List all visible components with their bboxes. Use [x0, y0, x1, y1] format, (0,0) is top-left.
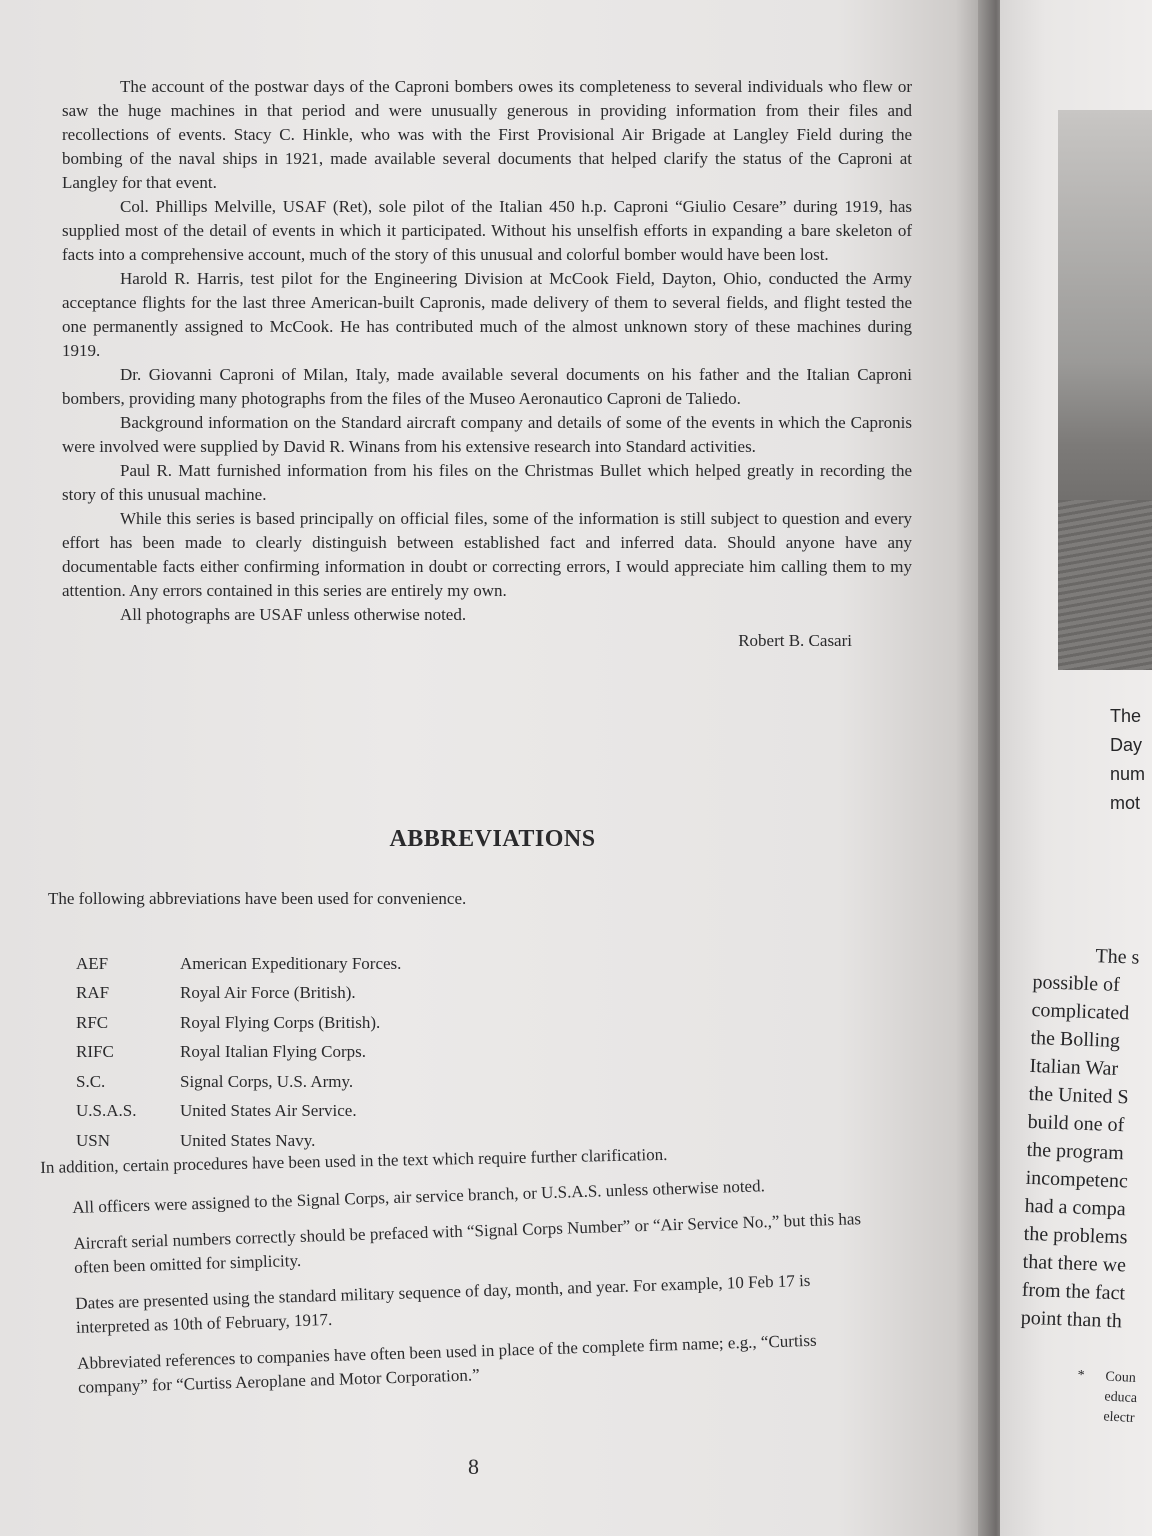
abbreviation-row: [76, 979, 401, 1009]
paragraph: While this series is based principally on official files, some of the information is still subject to question and every effort has been made to clearly distinguish between established fact and inferred data. Should anyone have any documentable facts either confirming information in doubt or correcting errors, I would appreciate him calling them to my attention. Any errors contained in this series are entirely my own.: [62, 509, 912, 600]
abbreviations-list: [76, 949, 401, 1156]
procedure-note: All officers were assigned to the Signal Corps, air service branch, or U.S.A.S. unless otherwise noted.: [72, 1176, 766, 1217]
aircraft-photo: [1058, 110, 1152, 670]
abbreviation-code: RAF: [76, 983, 110, 1003]
abbreviation-meaning: United States Navy.: [180, 1130, 316, 1150]
procedures-intro: In addition, certain procedures have been used in the text which require further clarification.: [40, 1144, 668, 1177]
caption-line: mot: [1110, 793, 1141, 813]
abbreviations-intro: The following abbreviations have been used for convenience.: [48, 889, 467, 908]
abbreviation-meaning: American Expeditionary Forces.: [180, 953, 402, 973]
abbreviation-code: AEF: [76, 953, 109, 973]
abbreviation-row: [76, 1067, 401, 1097]
text-line: The s: [1095, 945, 1140, 969]
abbreviation-meaning: Signal Corps, U.S. Army.: [180, 1071, 354, 1091]
paragraph: Dr. Giovanni Caproni of Milan, Italy, made available several documents on his father and the Italian Caproni bombers, providing many photographs from the files of the Museo Aeronautico Caproni de Taliedo.: [62, 365, 912, 408]
abbreviation-meaning: Royal Air Force (British).: [180, 983, 356, 1003]
text-line: complicated: [1031, 998, 1130, 1025]
page-number: 8: [468, 1454, 479, 1479]
footnote: [1075, 1366, 1139, 1429]
procedure-note: Dates are presented using the standard military sequence of day, month, and year. For example, 10 Feb 17 is interpreted as 10th of February, 1917.: [75, 1270, 811, 1337]
abbreviation-row: [76, 949, 401, 979]
text-line: had a compa: [1024, 1194, 1127, 1221]
footnote-line: [1077, 1366, 1139, 1389]
footnote-line: electr: [1102, 1409, 1135, 1427]
abbreviations-heading: ABBREVIATIONS: [389, 826, 596, 852]
abbreviation-meaning: United States Air Service.: [180, 1101, 357, 1121]
photo-caption: [1110, 702, 1145, 818]
photo-field-texture: [1058, 500, 1152, 670]
procedure-notes: [72, 1171, 888, 1412]
paragraph: Harold R. Harris, test pilot for the Engineering Division at McCook Field, Dayton, Ohio, conducted the Army acceptance flights for the last three American-built Capronis, made delivery of them to several fields, and flight tested the one permanently assigned to McCook. He has contributed much of the almost unknown story of these machines during 1919.: [62, 269, 912, 360]
text-line: that there we: [1022, 1250, 1127, 1277]
footnote-text: Coun: [1105, 1369, 1137, 1387]
abbreviation-code: S.C.: [76, 1071, 106, 1091]
paragraph: Col. Phillips Melville, USAF (Ret), sole pilot of the Italian 450 h.p. Caproni “Giulio Cesare” during 1919, has supplied most of the detail of events in which it participated. Without his unselfish efforts in expanding a bare skeleton of facts into a comprehensive account, much of the story of this unusual and colorful bomber would have been lost.: [62, 197, 912, 264]
abbreviation-meaning: Royal Flying Corps (British).: [180, 1012, 381, 1032]
abbreviation-row: [76, 1038, 401, 1068]
footnote-line: educa: [1104, 1389, 1138, 1407]
paragraph: All photographs are USAF unless otherwise noted.: [120, 605, 467, 624]
right-body-text: [1020, 940, 1140, 1335]
abbreviation-code: U.S.A.S.: [76, 1101, 137, 1121]
text-line: the Bolling: [1030, 1026, 1121, 1053]
text-line: point than th: [1020, 1306, 1123, 1333]
text-line: possible of: [1032, 970, 1121, 997]
text-line: Italian War: [1029, 1054, 1119, 1081]
caption-line: Day: [1110, 735, 1143, 755]
paragraph: Background information on the Standard aircraft company and details of some of the events in which the Capronis were involved were supplied by David R. Winans from his extensive research into Standard activities.: [62, 413, 912, 456]
caption-line: num: [1110, 764, 1146, 784]
text-line: build one of: [1027, 1110, 1125, 1137]
caption-line: The: [1110, 706, 1142, 726]
author-signature: Robert B. Casari: [738, 631, 852, 650]
text-line: the program: [1026, 1138, 1125, 1165]
abbreviation-code: RFC: [76, 1012, 109, 1032]
abbreviation-code: USN: [76, 1130, 111, 1150]
paragraph: Paul R. Matt furnished information from his files on the Christmas Bullet which helped greatly in recording the story of this unusual machine.: [62, 461, 912, 504]
abbreviation-code: RIFC: [76, 1042, 114, 1062]
right-page: [1000, 0, 1152, 1536]
abbreviation-row: [76, 1008, 401, 1038]
footnote-marker: *: [1077, 1367, 1085, 1384]
text-line: incompetenc: [1025, 1166, 1129, 1193]
paragraph: The account of the postwar days of the Caproni bombers owes its completeness to several individuals who flew or saw the huge machines in that period and were unusually generous in providing information from their files and recollections of events. Stacy C. Hinkle, who was with the First Provisional Air Brigade at Langley Field during the bombing of the naval ships in 1921, made available several documents that helped clarify the status of the Caproni at Langley for that event.: [62, 77, 912, 192]
abbreviation-row: [76, 1097, 401, 1127]
procedure-note: Abbreviated references to companies have often been used in place of the complete firm name; e.g., “Curtiss company” for “Curtiss Aeroplane and Motor Corporation.”: [76, 1330, 817, 1397]
abbreviation-meaning: Royal Italian Flying Corps.: [180, 1042, 367, 1062]
acknowledgements-text: [62, 75, 912, 653]
text-line: the United S: [1028, 1082, 1129, 1109]
text-line: from the fact: [1021, 1278, 1126, 1305]
procedure-note: Aircraft serial numbers correctly should be prefaced with “Signal Corps Number” or “Air Service No.,” but this has often been omitted for simplicity.: [73, 1209, 862, 1277]
text-line: the problems: [1023, 1222, 1128, 1249]
